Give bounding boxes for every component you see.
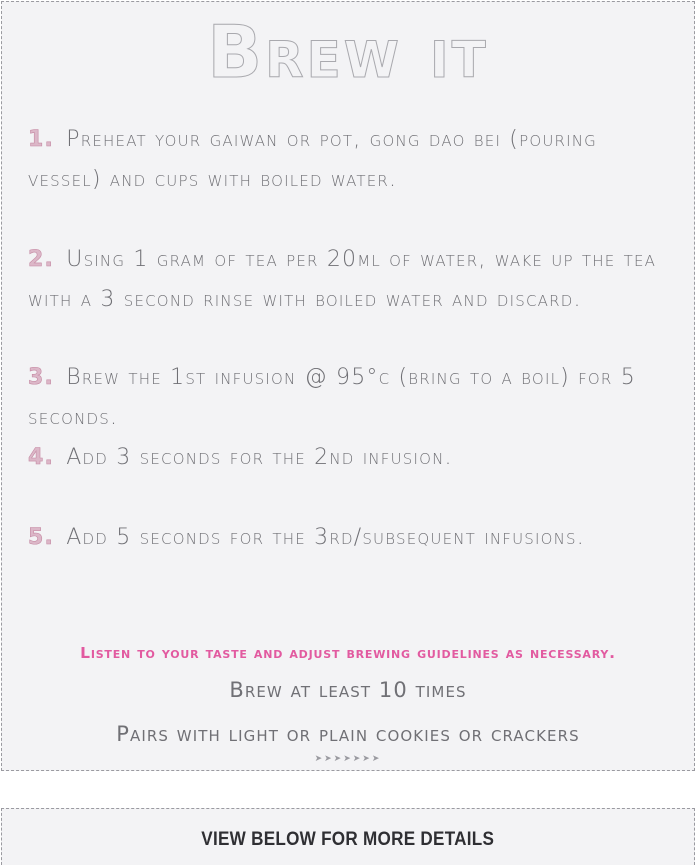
step-number: 1. bbox=[28, 127, 55, 152]
step-4 bbox=[28, 438, 453, 478]
pairing-text: Pairs with light or plain cookies or crackers bbox=[116, 722, 580, 746]
step-1 bbox=[28, 120, 674, 199]
arrows-icon: ➤➤➤➤➤➤➤ bbox=[314, 754, 382, 764]
step-text: Using 1 gram of tea per 20ml of water, wake up the tea with a 3 second rinse with boiled water and discard. bbox=[28, 247, 657, 312]
step-text: Preheat your gaiwan or pot, gong dao bei (pouring vessel) and cups with boiled water. bbox=[28, 127, 597, 192]
step-number: 4. bbox=[28, 445, 55, 470]
step-number: 3. bbox=[28, 365, 55, 390]
brew-instructions-card bbox=[1, 1, 695, 771]
page-title: Brew it bbox=[207, 10, 489, 94]
step-text: Brew the 1st infusion @ 95°c (bring to a boil) for 5 seconds. bbox=[28, 365, 636, 430]
step-3 bbox=[28, 358, 674, 437]
step-number: 5. bbox=[28, 525, 55, 550]
step-text: Add 3 seconds for the 2nd infusion. bbox=[66, 445, 453, 470]
brew-times-text: Brew at least 10 times bbox=[229, 678, 467, 702]
step-5 bbox=[28, 518, 585, 558]
step-number: 2. bbox=[28, 247, 55, 272]
step-text: Add 5 seconds for the 3rd/subsequent infusions. bbox=[66, 525, 585, 550]
step-2 bbox=[28, 240, 674, 319]
taste-note: Listen to your taste and adjust brewing guidelines as necessary. bbox=[80, 644, 616, 662]
more-details-bar[interactable] bbox=[1, 808, 695, 865]
more-details-label[interactable]: VIEW BELOW FOR MORE DETAILS bbox=[201, 829, 495, 850]
